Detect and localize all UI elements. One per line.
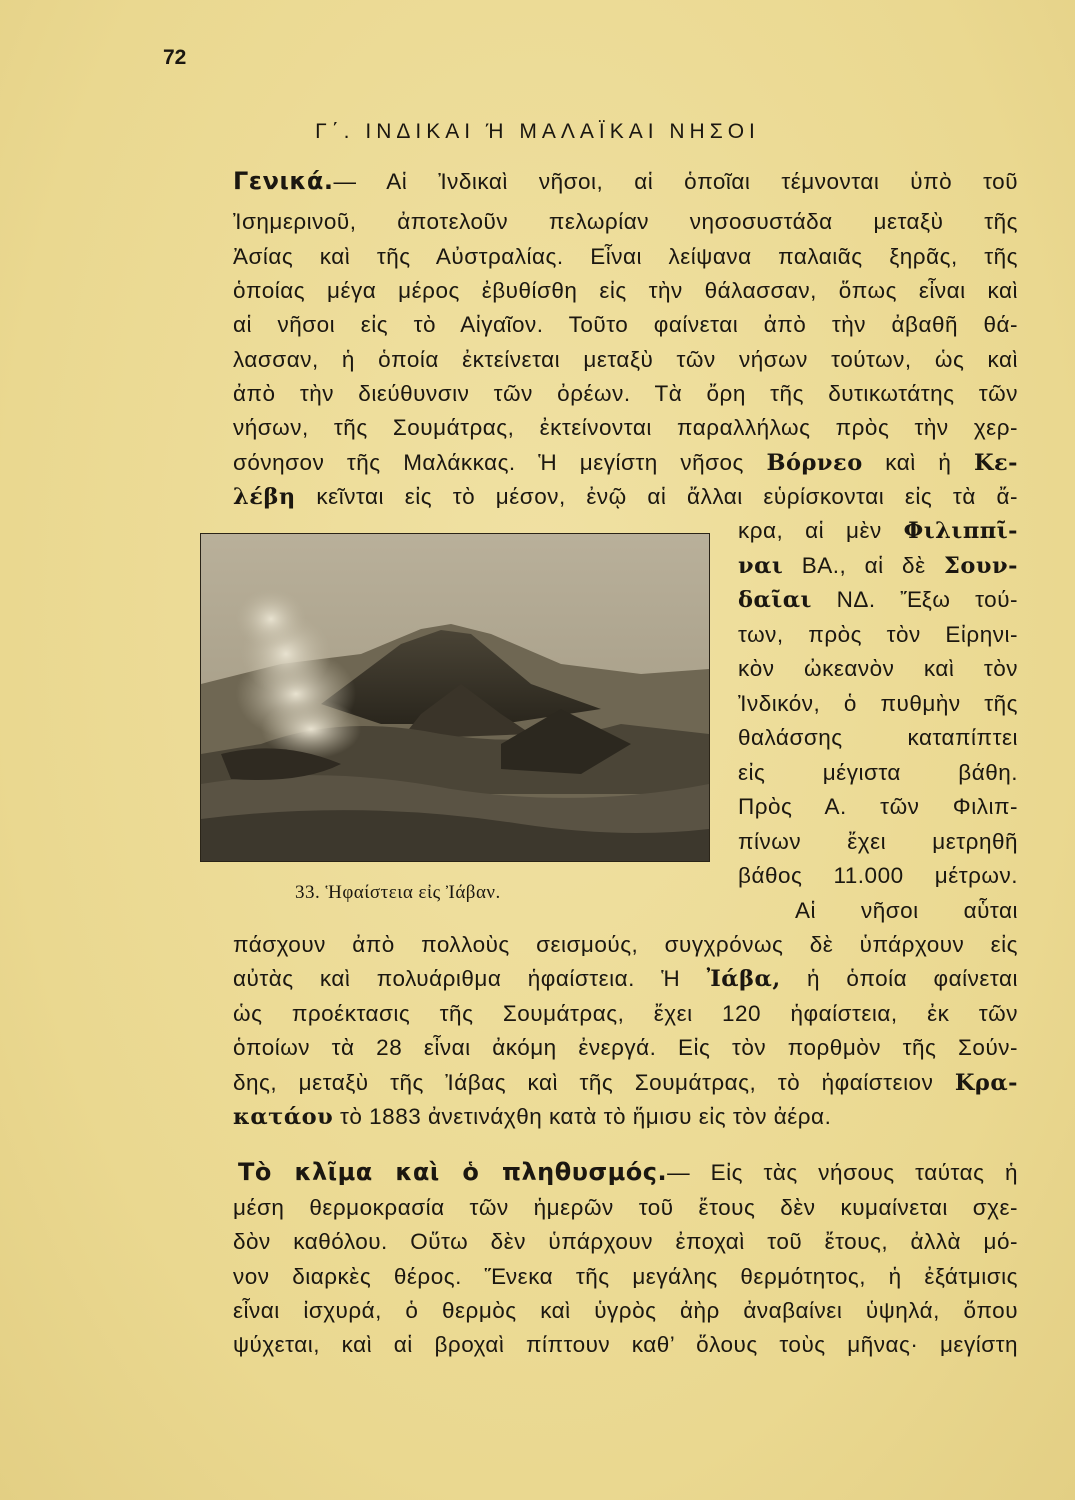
text-line: Τὸ κλῖμα καὶ ὁ πληθυσμός.— Εἰς τὰς νήσους ταύτας ἡ [238,1158,1018,1186]
text-line: ψύχεται, καὶ αἱ βροχαὶ πίπτουν καθ’ ὅλους τοὺς μῆνας· μεγίστη [233,1332,1018,1357]
text-line: Αἱ νῆσοι αὗται [795,898,1018,923]
text-line: των, πρὸς τὸν Εἰρηνι- [738,622,1018,647]
text-line: ναι ΒΑ., αἱ δὲ Σουν- [738,553,1018,579]
text-line: Ἰνδικόν, ὁ πυθμὴν τῆς [738,691,1018,716]
text-line: πίνων ἔχει μετρηθῆ [738,829,1018,854]
text-line: σόνησον τῆς Μαλάκκας. Ἡ μεγίστη νῆσος Βόρνεο καὶ ἡ Κε- [233,450,1019,476]
section-heading-climate: Τὸ κλῖμα καὶ ὁ πληθυσμός. [238,1158,668,1186]
text-line: δὸν καθόλου. Οὕτω δὲν ὑπάρχουν ἐποχαὶ τοῦ ἔτους, ἀλλὰ μό- [233,1229,1018,1254]
text-line: ὡς προέκτασις τῆς Σουμάτρας, ἔχει 120 ἡφαίστεια, ἐκ τῶν [233,1001,1018,1026]
text-line: λέβη κεῖνται εἰς τὸ μέσον, ἐνῷ αἱ ἄλλαι εὑρίσκονται εἰς τὰ ἄ- [233,484,1018,510]
text-line: κὸν ὠκεανὸν καὶ τὸν [738,656,1018,681]
term-java: Ἰάβα, [706,966,781,992]
text-line: κρα, αἱ μὲν Φιλιππῖ- [738,518,1018,544]
term-celebes: λέβη [233,484,296,510]
chapter-title: Γ΄. ΙΝΔΙΚΑΙ Ή ΜΑΛΑΪΚΑΙ ΝΗΣΟΙ [315,120,760,143]
volcano-photo [200,533,710,862]
text-line: αὐτὰς καὶ πολυάριθμα ἡφαίστεια. Ἡ Ἰάβα, ἡ ὁποία φαίνεται [233,966,1018,992]
text-line: βάθος 11.000 μέτρων. [738,863,1018,888]
text-line: Ἀσίας καὶ τῆς Αὐστραλίας. Εἶναι λείψανα παλαιᾶς ξηρᾶς, τῆς [233,244,1018,269]
term-borneo: Βόρνεο [766,450,863,476]
text-line: ὁποίων τὰ 28 εἶναι ἀκόμη ἐνεργά. Εἰς τὸν πορθμὸν τῆς Σούν- [233,1035,1018,1060]
text-line: πάσχουν ἀπὸ πολλοὺς σεισμούς, συγχρόνως δὲ ὑπάρχουν εἰς [233,932,1018,957]
text-line: εἶναι ἰσχυρά, ὁ θερμὸς καὶ ὑγρὸς ἀὴρ ἀναβαίνει ὑψηλά, ὅπου [233,1298,1018,1323]
text-line: αἱ νῆσοι εἰς τὸ Αἰγαῖον. Τοῦτο φαίνεται ἀπὸ τὴν ἀβαθῆ θά- [233,312,1018,337]
section-heading-general: Γενικά. [233,167,334,195]
text-line: Πρὸς Α. τῶν Φιλιπ- [738,794,1018,819]
text-line: θαλάσσης καταπίπτει [738,725,1018,750]
term-sunda: Σουν- [944,553,1018,579]
text-line: Γενικά.— Αἱ Ἰνδικαὶ νῆσοι, αἱ ὁποῖαι τέμνονται ὑπὸ τοῦ [233,167,1018,195]
text-line: μέση θερμοκρασία τῶν ἡμερῶν τοῦ ἔτους δὲν κυμαίνεται σχε- [233,1195,1018,1220]
text-line: κατάου τὸ 1883 ἀνετινάχθη κατὰ τὸ ἥμισυ εἰς τὸν ἀέρα. [233,1104,832,1130]
term-philippines: Φιλιππῖ- [903,518,1018,544]
text-line: δαῖαι ΝΔ. Ἔξω τού- [738,587,1018,613]
page-number: 72 [163,46,187,69]
term-krakatoa: Κρα- [954,1070,1018,1096]
text-line: ὁποίας μέγα μέρος ἐβυθίσθη εἰς τὴν θάλασσαν, ὅπως εἶναι καὶ [233,278,1018,303]
text-line: δης, μεταξὺ τῆς Ἰάβας καὶ τῆς Σουμάτρας, τὸ ἡφαίστειον Κρα- [233,1070,1018,1096]
text-line: Ἰσημερινοῦ, ἀποτελοῦν πελωρίαν νησοσυστάδα μεταξὺ τῆς [233,209,1018,234]
text-line: νον διαρκὲς θέρος. Ἕνεκα τῆς μεγάλης θερμότητος, ἡ ἐξάτμισις [233,1264,1018,1289]
text-line: εἰς μέγιστα βάθη. [738,760,1018,785]
text-line: λασσαν, ἡ ὁποία ἐκτείνεται μεταξὺ τῶν νήσων τούτων, ὡς καὶ [233,347,1018,372]
text-line: νήσων, τῆς Σουμάτρας, ἐκτείνονται παραλλήλως πρὸς τὴν χερ- [233,415,1018,440]
text-line: ἀπὸ τὴν διεύθυνσιν τῶν ὀρέων. Τὰ ὄρη τῆς δυτικωτάτης τῶν [233,381,1018,406]
figure-caption: 33. Ἡφαίστεια εἰς Ἰάβαν. [295,882,501,903]
